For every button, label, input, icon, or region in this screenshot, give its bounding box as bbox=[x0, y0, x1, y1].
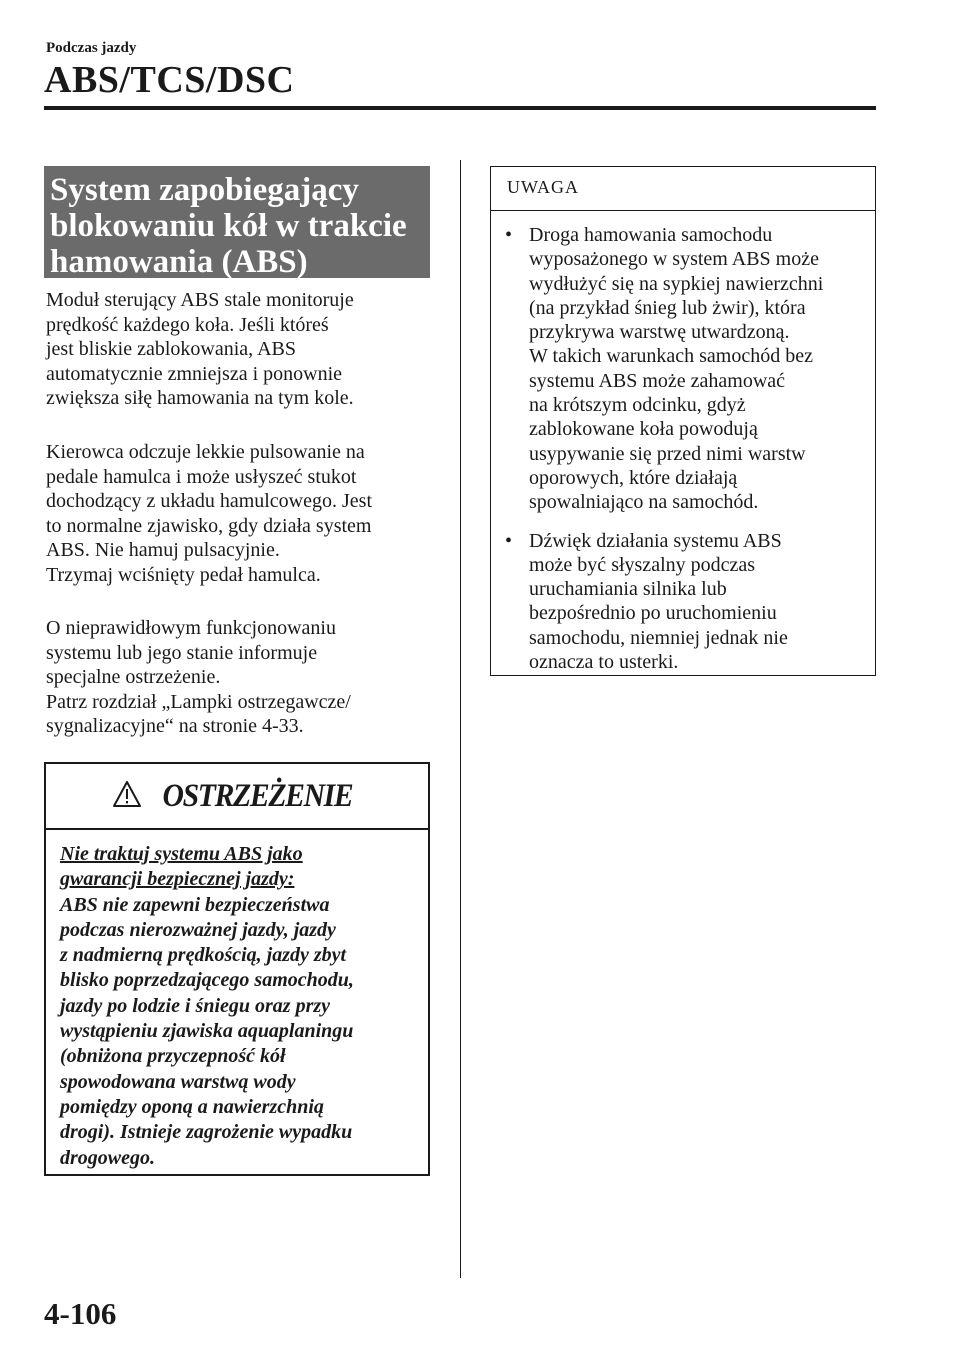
list-item bbox=[505, 529, 865, 675]
warning-header bbox=[46, 764, 428, 830]
bullet: • bbox=[505, 224, 513, 246]
page-number: 4-106 bbox=[44, 1296, 117, 1331]
page-title: ABS/TCS/DSC bbox=[44, 59, 295, 101]
warning-title: OSTRZEŻENIE bbox=[162, 777, 352, 814]
note-box bbox=[490, 166, 876, 676]
warning-lead: Nie traktuj systemu ABS jako gwarancji bezpiecznej jazdy: bbox=[60, 843, 303, 891]
warning-text: ABS nie zapewni bezpieczeństwa podczas nierozważnej jazdy, jazdy z nadmierną prędkością, jazdy zbyt blisko poprzedzającego samochodu, jazdy po lodzie i śniegu oraz przy wystąpieniu zjawiska aquaplaningu (obniżona przyczepność kół spowodowana warstwą wody pomiędzy oponą a nawierzchnią drogi). Istnieje zagrożenie wypadku drogowego. bbox=[60, 893, 354, 1169]
warning-triangle-icon bbox=[112, 780, 142, 813]
breadcrumb: Podczas jazdy bbox=[46, 40, 137, 56]
bullet: • bbox=[505, 529, 513, 552]
section-heading: System zapobiegający blokowaniu kół w trakcie hamowania (ABS) bbox=[44, 166, 430, 278]
column-divider bbox=[460, 160, 461, 1278]
note-text: Dźwięk działania systemu ABS może być słyszalny podczas uruchamiania silnika lub bezpośrednio po uruchomieniu samochodu, niemniej jednak nie oznacza to usterki. bbox=[529, 529, 788, 674]
body-paragraph: Kierowca odczuje lekkie pulsowanie na pedale hamulca i może usłyszeć stukot dochodzący z układu hamulcowego. Jest to normalne zjawisko, gdy działa system ABS. Nie hamuj pulsacyjnie. Trzymaj wciśnięty pedał hamulca. bbox=[46, 441, 373, 586]
note-text: Droga hamowania samochodu wyposażonego w system ABS może wydłużyć się na sypkiej nawierzchni (na przykład śnieg lub żwir), która przykrywa warstwę utwardzoną. W takich warunkach samochód bez systemu ABS może zahamować na krótszym odcinku, gdyż zablokowane koła powodują usypywanie się przed nimi warstw oporowych, które działają spowalniająco na samochód. bbox=[529, 224, 824, 514]
body-paragraph: O nieprawidłowym funkcjonowaniu systemu lub jego stanie informuje specjalne ostrzeżenie. Patrz rozdział „Lampki ostrzegawcze/ sygnalizacyjne“ na stronie 4-33. bbox=[46, 617, 351, 738]
body-paragraph: Moduł sterujący ABS stale monitoruje prędkość każdego koła. Jeśli któreś jest bliskie zablokowania, ABS automatycznie zmniejsza i ponownie zwiększa siłę hamowania na tym kole. bbox=[46, 289, 354, 410]
note-list bbox=[491, 211, 875, 674]
list-item bbox=[505, 223, 865, 515]
warning-box bbox=[44, 762, 430, 1176]
title-rule bbox=[44, 106, 876, 110]
note-title: UWAGA bbox=[491, 167, 875, 211]
warning-body bbox=[46, 830, 428, 1171]
